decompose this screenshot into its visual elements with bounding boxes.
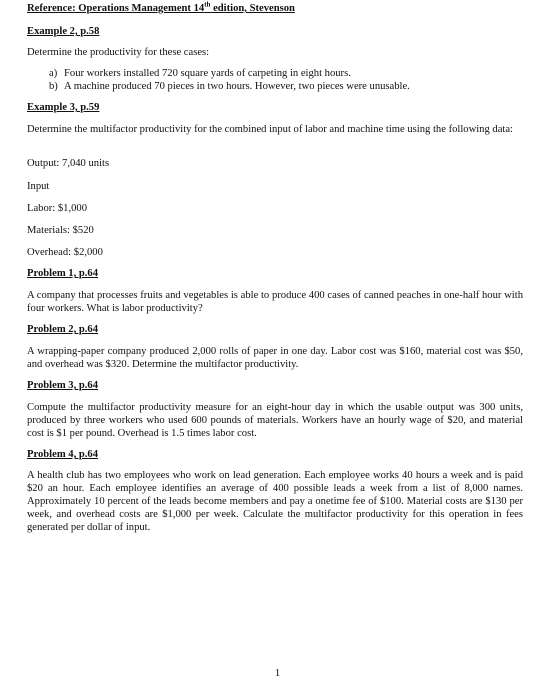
problem1-text: A company that processes fruits and vegetables is able to produce 400 cases of canned peaches in one-half hour with four workers. What is labor productivity? <box>27 290 523 314</box>
problem3-text: Compute the multifactor productivity measure for an eight-hour day in which the usable output was 300 units, produced by three workers who used 600 pounds of materials. Workers have an hourly wage of $20, and material cost is $1 per pound. Overhead is 1.5 times labor cost. <box>27 402 523 439</box>
example3-labor: Labor: $1,000 <box>27 203 88 214</box>
example3-input-label: Input <box>27 181 50 192</box>
problem4-text: A health club has two employees who work on lead generation. Each employee works 40 hours a week and is paid $20 an hour. Each employee identifies an average of 400 possible leads a week from a list of 8,000 names. Approximately 10 percent of the leads become members and pay a onetime fee of $100. Material costs are $130 per week, and overhead costs are $1,000 per week. Calculate the multifactor productivity for this operation in fees generated per dollar of input. <box>27 470 523 533</box>
problem3-heading: Problem 3, p.64 <box>27 380 99 391</box>
page-number: 1 <box>274 668 281 679</box>
example3-heading: Example 3, p.59 <box>27 102 100 113</box>
example3-prompt: Determine the multifactor productivity for the combined input of labor and machine time using the following data: <box>27 124 514 135</box>
problem2-text: A wrapping-paper company produced 2,000 rolls of paper in one day. Labor cost was $160, material cost was $50, and overhead was $320. Determine the multifactor productivity. <box>27 346 523 370</box>
example3-output: Output: 7,040 units <box>27 158 110 169</box>
example3-overhead: Overhead: $2,000 <box>27 247 103 258</box>
example2-item-b: b) A machine produced 70 pieces in two hours. However, two pieces were unusable. <box>49 81 410 92</box>
problem4-heading: Problem 4, p.64 <box>27 449 99 460</box>
problem2-heading: Problem 2, p.64 <box>27 324 99 335</box>
example3-materials: Materials: $520 <box>27 225 94 236</box>
problem1-heading: Problem 1, p.64 <box>27 268 99 279</box>
example2-prompt: Determine the productivity for these cases: <box>27 47 210 58</box>
example2-heading: Example 2, p.58 <box>27 26 100 37</box>
example2-item-a: a) Four workers installed 720 square yards of carpeting in eight hours. <box>49 68 351 79</box>
reference-title: Reference: Operations Management 14th edition, Stevenson <box>27 0 295 14</box>
